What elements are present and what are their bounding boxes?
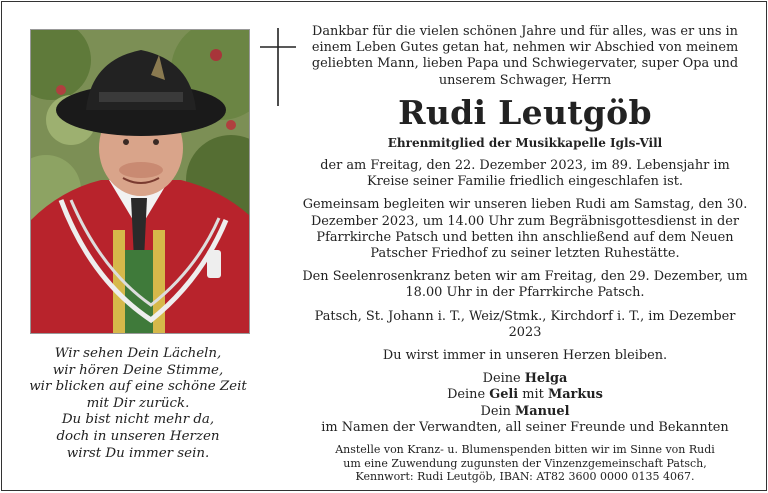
mourner-line: im Namen der Verwandten, all seiner Freunde und Bekannten [321, 419, 729, 435]
intro-paragraph: Dankbar für die vielen schönen Jahre und für alles, was er uns in einem Leben Gutes getan hat, nehmen wir Abschied von meinem geliebten Mann, lieben Papa und Schwiegervater, super Opa und unserem Schwager, Herrn [311, 24, 739, 88]
notice-text [302, 24, 748, 484]
poem-line: wirst Du immer sein. [66, 445, 210, 461]
donation-note [302, 443, 748, 484]
mourner-line [302, 387, 748, 403]
donation-line: Kennwort: Rudi Leutgöb, IBAN: AT82 3600 0000 0135 4067. [355, 470, 695, 484]
poem-line: wir hören Deine Stimme, [52, 362, 224, 378]
death-paragraph: der am Freitag, den 22. Dezember 2023, im 89. Lebensjahr im Kreise seiner Familie friedlich eingeschlafen ist. [320, 158, 730, 190]
mourner-name: Helga [524, 371, 568, 387]
honorary-title: Ehrenmitglied der Musikkapelle Igls-Vill [387, 135, 663, 150]
mourner-line [302, 371, 748, 387]
obituary-notice [1, 1, 767, 491]
rosary-paragraph: Den Seelenrosenkranz beten wir am Freitag, den 29. Dezember, um 18.00 Uhr in der Pfarrkirche Patsch. [302, 269, 748, 301]
poem-line: mit Dir zurück. [86, 395, 190, 411]
funeral-paragraph: Gemeinsam begleiten wir unseren lieben Rudi am Samstag, den 30. Dezember 2023, um 14.00 Uhr zum Begräbnisgottesdienst in der Pfarrkirche Patsch und betten ihn anschließend auf dem Neuen Patscher Friedhof zu seiner letzten Ruhestätte. [302, 197, 748, 262]
donation-line: um eine Zuwendung zugunsten der Vinzenzgemeinschaft Patsch, [343, 456, 707, 470]
heart-line: Du wirst immer in unseren Herzen bleiben. [382, 348, 668, 364]
mourner-conjunction: mit [518, 387, 548, 403]
cross-icon [260, 28, 296, 106]
poem-line: Du bist nicht mehr da, [61, 412, 215, 428]
portrait-illustration [31, 30, 249, 333]
poem-line: Wir sehen Dein Lächeln, [54, 346, 222, 361]
donation-line: Anstelle von Kranz- u. Blumenspenden bitten wir im Sinne von Rudi [335, 443, 715, 457]
mourner-prefix: Deine [447, 387, 490, 403]
poem-line: doch in unseren Herzen [56, 428, 220, 444]
mourner-prefix: Deine [482, 371, 525, 387]
poem-line: wir blicken auf eine schöne Zeit [29, 379, 247, 395]
portrait-photo [30, 29, 250, 334]
places-date: Patsch, St. Johann i. T., Weiz/Stmk., Kirchdorf i. T., im Dezember 2023 [314, 308, 736, 340]
mourner-prefix: Dein [480, 403, 516, 419]
mourner-line [302, 404, 748, 420]
mourner-name: Geli [489, 387, 519, 403]
mourner-name: Manuel [515, 403, 570, 419]
mourner-name: Markus [547, 387, 603, 403]
memorial-poem [2, 346, 274, 462]
deceased-name: Rudi Leutgöb [398, 92, 652, 132]
